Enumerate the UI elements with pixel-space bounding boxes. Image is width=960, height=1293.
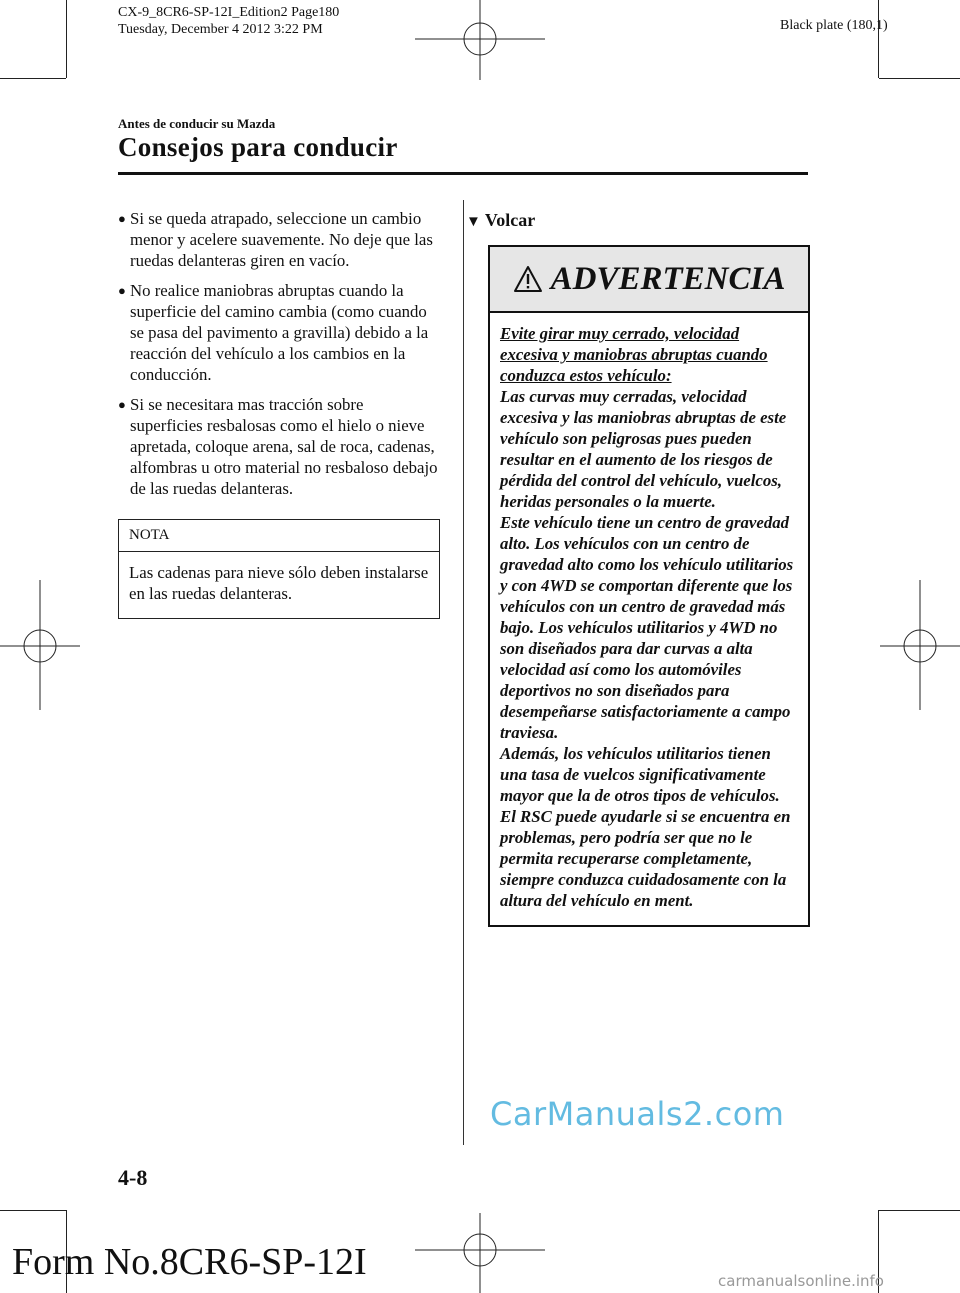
running-head: Antes de conducir su Mazda [118,116,276,131]
warning-title: ADVERTENCIA [550,260,786,297]
watermark-logo: CarManuals2.com [490,1095,785,1133]
bullet-item [118,394,440,499]
column-divider [463,200,464,1145]
bullet-text: No realice maniobras abruptas cuando la superficie del camino cambia (como cuando se pasa del pavimento a gravilla) debido a la reacción del vehículo a los cambios en la conducción. [130,281,429,384]
left-column [118,208,440,619]
registration-mark-right [880,580,960,710]
registration-mark-left [0,580,80,710]
page-number: 4-8 [118,1165,148,1190]
form-number: Form No.8CR6-SP-12I [12,1241,367,1283]
print-info-line: CX-9_8CR6-SP-12I_Edition2 Page180 [118,5,340,20]
crop-mark [879,78,960,79]
registration-mark-bottom [415,1213,545,1293]
bullet-dot-icon: ● [118,283,126,298]
warning-paragraph: Las curvas muy cerradas, velocidad excesiva y las maniobras abruptas de este vehículo son peligrosas pues pueden resultar en el aumento de los riesgos de pérdida del control del vehículo, vuelcos, heridas personales o la muerte. [500,387,787,511]
title-rule [118,172,808,175]
note-text: Las cadenas para nieve sólo deben instalarse en las ruedas delanteras. [129,563,429,603]
site-watermark: carmanualsonline.info [718,1272,884,1290]
bullet-item [118,280,440,385]
print-info-line: Tuesday, December 4 2012 3:22 PM [118,22,323,37]
warning-header [490,247,808,313]
crop-mark [0,1210,66,1211]
subsection-heading-text: Volcar [484,210,536,230]
bullet-text: Si se queda atrapado, seleccione un cambio menor y acelere suavemente. No deje que las ruedas delanteras giren en vacío. [130,209,433,270]
right-column [466,210,808,927]
warning-body [490,313,808,925]
registration-mark-top [415,0,545,80]
section-title: Consejos para conducir [118,132,398,162]
subsection-heading [466,210,808,231]
warning-subtitle: Evite girar muy cerrado, velocidad excesiva y maniobras abruptas cuando conduzca estos vehículo: [500,324,768,385]
crop-mark [879,1210,960,1211]
bullet-dot-icon: ● [118,211,126,226]
plate-label: Black plate (180,1) [780,18,888,33]
note-title: NOTA [119,520,439,552]
note-box [118,519,440,619]
crop-mark [0,78,66,79]
warning-paragraph: El RSC puede ayudarle si se encuentra en problemas, pero podría ser que no le permita recuperarse completamente, siempre conduzca cuidadosamente con la altura del vehículo en ment. [500,807,791,910]
bullet-item [118,208,440,271]
warning-triangle-icon [513,265,543,293]
warning-paragraph: Este vehículo tiene un centro de gravedad alto. Los vehículos con un centro de gravedad alto como los vehículo utilitarios y con 4WD se comportan diferente que los vehículos con un centro de gravedad más bajo. Los vehículos utilitarios y 4WD no son diseñados para dar curvas a alta velocidad así como los automóviles deportivos no son diseñados para desempeñarse satisfactoriamente a campo traviesa. [500,513,794,742]
print-info [118,4,339,38]
triangle-down-icon: ▼ [466,214,481,230]
bullet-dot-icon: ● [118,397,126,412]
warning-box [488,245,810,927]
bullet-text: Si se necesitara mas tracción sobre superficies resbalosas como el hielo o nieve apretada, coloque arena, sal de roca, cadenas, alfombras u otro material no resbaloso debajo de las ruedas delanteras. [130,395,438,498]
crop-mark [878,0,879,78]
crop-mark [66,0,67,78]
warning-paragraph: Además, los vehículos utilitarios tienen una tasa de vuelcos significativamente mayor que la de otros tipos de vehículos. [500,744,780,805]
